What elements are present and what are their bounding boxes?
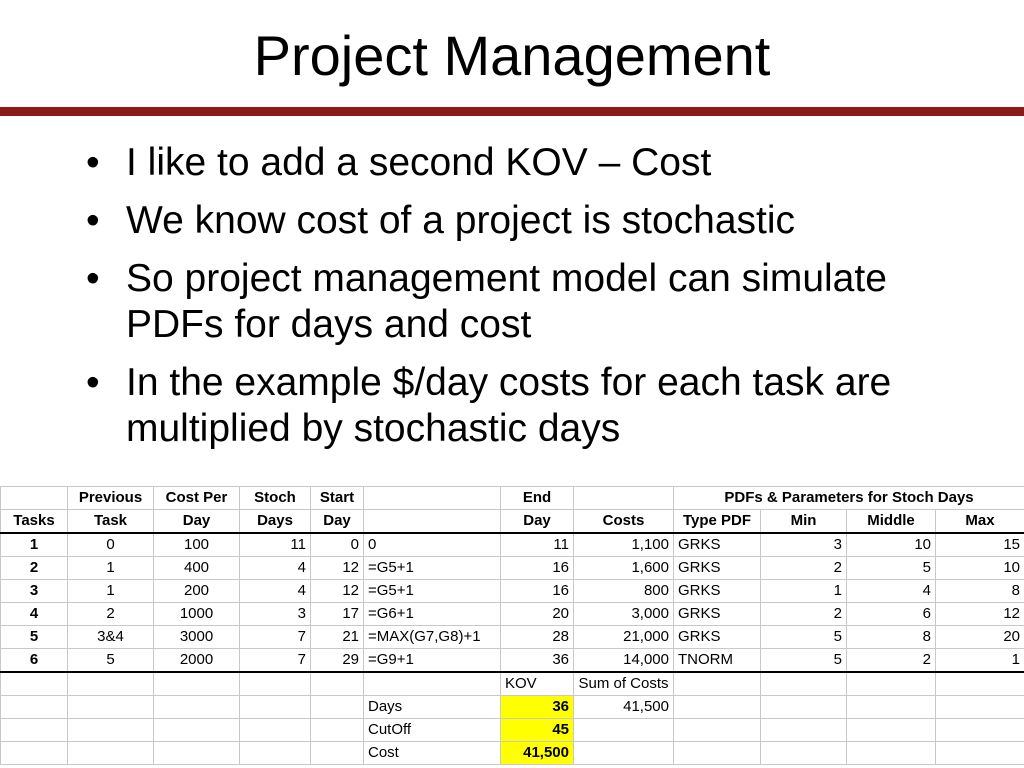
pdf-type-cell: GRKS	[674, 580, 761, 603]
task-id-cell: 3	[1, 580, 68, 603]
max-cell: 12	[936, 603, 1024, 626]
bullet-text: We know cost of a project is stochastic	[126, 199, 796, 242]
empty-cell	[240, 672, 311, 696]
header-cell	[364, 510, 501, 534]
header-cell: Day	[154, 510, 240, 534]
empty-cell	[240, 742, 311, 765]
empty-cell	[574, 719, 674, 742]
header-cell: Cost Per	[154, 487, 240, 510]
cost-per-day-cell: 2000	[154, 649, 240, 673]
min-cell: 5	[761, 649, 847, 673]
max-cell: 20	[936, 626, 1024, 649]
start-day-cell: 17	[311, 603, 364, 626]
table-row	[1, 603, 1024, 626]
header-cell: Costs	[574, 510, 674, 534]
bullet-text: So project management model can simulate PDFs for days and cost	[126, 257, 887, 346]
header-cell: End	[501, 487, 574, 510]
stoch-days-cell: 7	[240, 626, 311, 649]
cost-row	[1, 742, 1024, 765]
header-cell: Task	[68, 510, 154, 534]
header-cell: Type PDF	[674, 510, 761, 534]
slide-title: Project Management	[253, 24, 771, 87]
empty-cell	[364, 672, 501, 696]
bullet-icon: •	[86, 361, 100, 404]
start-day-cell: 12	[311, 580, 364, 603]
table-row	[1, 557, 1024, 580]
formula-cell: =MAX(G7,G8)+1	[364, 626, 501, 649]
min-cell: 3	[761, 533, 847, 557]
min-cell: 2	[761, 603, 847, 626]
bullet-item	[86, 198, 986, 244]
empty-cell	[1, 696, 68, 719]
empty-cell	[311, 742, 364, 765]
empty-cell	[68, 742, 154, 765]
empty-cell	[674, 696, 761, 719]
empty-cell	[761, 742, 847, 765]
days-row	[1, 696, 1024, 719]
empty-cell	[154, 719, 240, 742]
kov-header-row	[1, 672, 1024, 696]
empty-cell	[847, 719, 936, 742]
empty-cell	[154, 696, 240, 719]
header-cell: Max	[936, 510, 1024, 534]
prev-task-cell: 2	[68, 603, 154, 626]
empty-cell	[936, 742, 1024, 765]
start-day-cell: 12	[311, 557, 364, 580]
pdf-type-cell: GRKS	[674, 626, 761, 649]
empty-cell	[1, 742, 68, 765]
bullet-item	[86, 256, 986, 348]
empty-cell	[761, 672, 847, 696]
cost-per-day-cell: 400	[154, 557, 240, 580]
max-cell: 15	[936, 533, 1024, 557]
max-cell: 10	[936, 557, 1024, 580]
header-cell: Day	[501, 510, 574, 534]
middle-cell: 6	[847, 603, 936, 626]
bullet-icon: •	[86, 257, 100, 300]
pdf-type-cell: GRKS	[674, 557, 761, 580]
empty-cell	[574, 742, 674, 765]
end-day-cell: 16	[501, 557, 574, 580]
formula-cell: =G9+1	[364, 649, 501, 673]
costs-cell: 1,600	[574, 557, 674, 580]
min-cell: 1	[761, 580, 847, 603]
stoch-days-cell: 7	[240, 649, 311, 673]
header-cell	[1, 487, 68, 510]
header-row-1	[1, 487, 1024, 510]
bullet-text: In the example $/day costs for each task are multiplied by stochastic days	[126, 361, 892, 450]
prev-task-cell: 5	[68, 649, 154, 673]
table-row	[1, 649, 1024, 673]
cost-per-day-cell: 200	[154, 580, 240, 603]
max-cell: 8	[936, 580, 1024, 603]
empty-cell	[674, 672, 761, 696]
table-row	[1, 580, 1024, 603]
sum-of-costs-value: 41,500	[574, 696, 674, 719]
empty-cell	[674, 742, 761, 765]
max-cell: 1	[936, 649, 1024, 673]
formula-cell: =G6+1	[364, 603, 501, 626]
bullet-text: I like to add a second KOV – Cost	[126, 141, 712, 184]
pdf-type-cell: TNORM	[674, 649, 761, 673]
start-day-cell: 0	[311, 533, 364, 557]
empty-cell	[154, 742, 240, 765]
cutoff-value: 45	[501, 719, 574, 742]
end-day-cell: 36	[501, 649, 574, 673]
empty-cell	[761, 696, 847, 719]
cutoff-label: CutOff	[364, 719, 501, 742]
start-day-cell: 21	[311, 626, 364, 649]
task-id-cell: 6	[1, 649, 68, 673]
formula-cell: 0	[364, 533, 501, 557]
cutoff-row	[1, 719, 1024, 742]
empty-cell	[68, 719, 154, 742]
costs-cell: 3,000	[574, 603, 674, 626]
title-divider	[0, 107, 1024, 116]
empty-cell	[1, 672, 68, 696]
task-id-cell: 2	[1, 557, 68, 580]
end-day-cell: 28	[501, 626, 574, 649]
empty-cell	[68, 672, 154, 696]
middle-cell: 4	[847, 580, 936, 603]
empty-cell	[761, 719, 847, 742]
cost-value: 41,500	[501, 742, 574, 765]
prev-task-cell: 1	[68, 557, 154, 580]
spreadsheet-table	[0, 486, 1024, 765]
header-cell: Days	[240, 510, 311, 534]
middle-cell: 2	[847, 649, 936, 673]
end-day-cell: 20	[501, 603, 574, 626]
bullet-list	[86, 140, 986, 464]
middle-cell: 10	[847, 533, 936, 557]
empty-cell	[847, 696, 936, 719]
bullet-icon: •	[86, 141, 100, 184]
table-row	[1, 626, 1024, 649]
header-row-2	[1, 510, 1024, 534]
header-cell: Min	[761, 510, 847, 534]
costs-cell: 800	[574, 580, 674, 603]
header-cell: Day	[311, 510, 364, 534]
header-cell	[364, 487, 501, 510]
empty-cell	[68, 696, 154, 719]
bullet-item	[86, 140, 986, 186]
prev-task-cell: 3&4	[68, 626, 154, 649]
header-cell: Tasks	[1, 510, 68, 534]
table-row	[1, 533, 1024, 557]
cost-per-day-cell: 3000	[154, 626, 240, 649]
empty-cell	[847, 742, 936, 765]
header-cell-pdfs: PDFs & Parameters for Stoch Days	[674, 487, 1024, 510]
header-cell: Start	[311, 487, 364, 510]
task-id-cell: 5	[1, 626, 68, 649]
empty-cell	[311, 696, 364, 719]
prev-task-cell: 0	[68, 533, 154, 557]
empty-cell	[154, 672, 240, 696]
empty-cell	[240, 696, 311, 719]
stoch-days-cell: 4	[240, 580, 311, 603]
costs-cell: 14,000	[574, 649, 674, 673]
empty-cell	[936, 696, 1024, 719]
formula-cell: =G5+1	[364, 557, 501, 580]
bullet-item	[86, 360, 986, 452]
header-cell: Previous	[68, 487, 154, 510]
header-cell: Stoch	[240, 487, 311, 510]
min-cell: 5	[761, 626, 847, 649]
empty-cell	[674, 719, 761, 742]
prev-task-cell: 1	[68, 580, 154, 603]
empty-cell	[936, 672, 1024, 696]
stoch-days-cell: 11	[240, 533, 311, 557]
start-day-cell: 29	[311, 649, 364, 673]
min-cell: 2	[761, 557, 847, 580]
empty-cell	[936, 719, 1024, 742]
bullet-icon: •	[86, 199, 100, 242]
empty-cell	[240, 719, 311, 742]
empty-cell	[847, 672, 936, 696]
costs-cell: 21,000	[574, 626, 674, 649]
formula-cell: =G5+1	[364, 580, 501, 603]
days-label: Days	[364, 696, 501, 719]
stoch-days-cell: 3	[240, 603, 311, 626]
days-value: 36	[501, 696, 574, 719]
cost-label: Cost	[364, 742, 501, 765]
empty-cell	[311, 672, 364, 696]
pdf-type-cell: GRKS	[674, 533, 761, 557]
sum-of-costs-label: Sum of Costs	[574, 672, 674, 696]
empty-cell	[1, 719, 68, 742]
empty-cell	[311, 719, 364, 742]
task-id-cell: 4	[1, 603, 68, 626]
end-day-cell: 11	[501, 533, 574, 557]
costs-cell: 1,100	[574, 533, 674, 557]
cost-per-day-cell: 100	[154, 533, 240, 557]
middle-cell: 8	[847, 626, 936, 649]
pdf-type-cell: GRKS	[674, 603, 761, 626]
end-day-cell: 16	[501, 580, 574, 603]
kov-label: KOV	[501, 672, 574, 696]
middle-cell: 5	[847, 557, 936, 580]
task-id-cell: 1	[1, 533, 68, 557]
cost-per-day-cell: 1000	[154, 603, 240, 626]
stoch-days-cell: 4	[240, 557, 311, 580]
header-cell: Middle	[847, 510, 936, 534]
header-cell	[574, 487, 674, 510]
